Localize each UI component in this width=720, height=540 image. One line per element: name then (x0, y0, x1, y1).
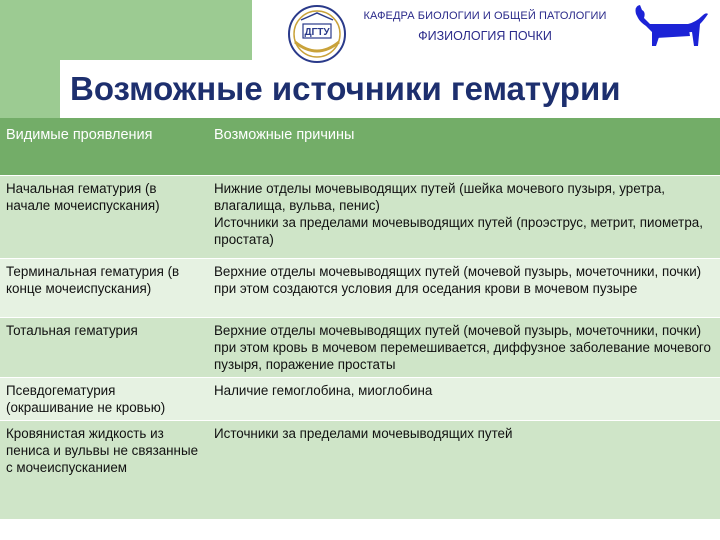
column-header-manifestations: Видимые проявления (0, 118, 205, 176)
university-emblem-icon (287, 4, 347, 64)
causes-cell (205, 259, 720, 318)
causes-cell (205, 378, 720, 421)
manifestation-cell: Псевдогематурия (окрашивание не кровью) (0, 378, 205, 421)
cause-line: Верхние отделы мочевыводящих путей (мочевой пузырь, мочеточники, почки) при этом кровь в мочевом перемешивается, диффузное заболевание мочевого пузыря, поражение простаты (214, 323, 711, 372)
manifestation-cell: Терминальная гематурия (в конце мочеиспускания) (0, 259, 205, 318)
manifestation-cell: Кровянистая жидкость из пениса и вульвы не связанные с мочеиспусканием (0, 421, 205, 520)
column-header-causes: Возможные причины (205, 118, 720, 176)
header-green-block (0, 0, 252, 60)
table-row (0, 318, 720, 378)
causes-cell (205, 176, 720, 259)
dog-silhouette-icon (632, 2, 710, 54)
manifestation-cell: Тотальная гематурия (0, 318, 205, 378)
subject-label: ФИЗИОЛОГИЯ ПОЧКИ (418, 29, 552, 43)
department-label: КАФЕДРА БИОЛОГИИ И ОБЩЕЙ ПАТОЛОГИИ (363, 10, 607, 22)
causes-cell (205, 318, 720, 378)
table-row (0, 421, 720, 520)
cause-line: Источники за пределами мочевыводящих путей (214, 426, 513, 441)
table-row (0, 259, 720, 318)
cause-line: Источники за пределами мочевыводящих путей (проэструс, метрит, пиометра, простата) (214, 215, 703, 247)
manifestation-cell: Начальная гематурия (в начале мочеиспускания) (0, 176, 205, 259)
table-header-row (0, 118, 720, 176)
logo-text: ДГТУ (304, 27, 330, 38)
table-row (0, 176, 720, 259)
header-text (352, 10, 618, 43)
cause-line: Верхние отделы мочевыводящих путей (мочевой пузырь, мочеточники, почки) при этом создаются условия для оседания крови в мочевом пузыре (214, 264, 702, 296)
causes-cell (205, 421, 720, 520)
page-title: Возможные источники гематурии (70, 70, 621, 107)
hematuria-table (0, 118, 720, 520)
header-green-side (0, 60, 60, 120)
table-row (0, 378, 720, 421)
cause-line: Наличие гемоглобина, миоглобина (214, 383, 433, 398)
cause-line: Нижние отделы мочевыводящих путей (шейка мочевого пузыря, уретра, влагалища, вульва, пенис) (214, 181, 665, 213)
